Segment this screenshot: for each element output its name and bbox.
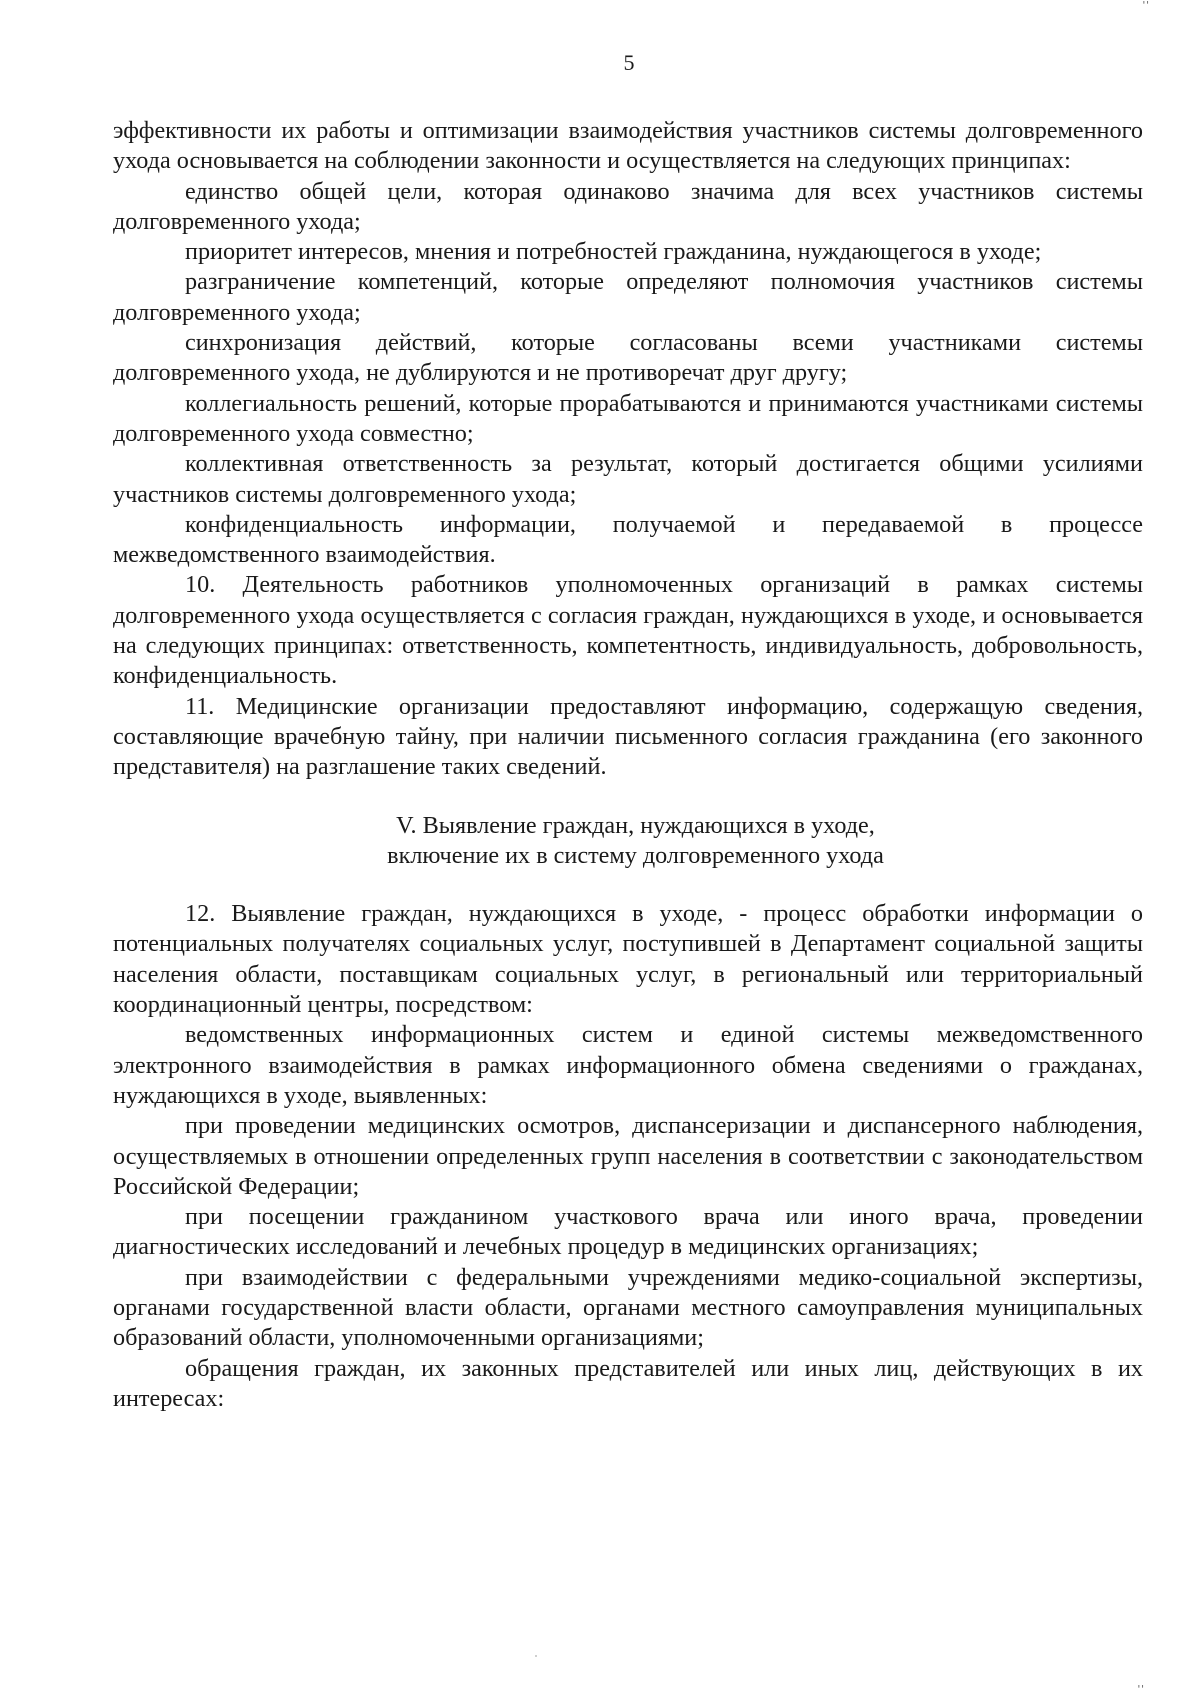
- paragraph-item-11: 11. Медицинские организации предоставляют информацию, содержащую сведения, составляющие врачебную тайну, при наличии письменного согласия гражданина (его законного представителя) на разглашение таких сведений.: [113, 692, 1143, 781]
- scan-corner-mark-bottom: '': [1137, 1684, 1145, 1695]
- paragraph: приоритет интересов, мнения и потребностей гражданина, нуждающегося в уходе;: [185, 238, 1042, 266]
- section-heading-line-1: V. Выявление граждан, нуждающихся в уходе,: [396, 811, 875, 839]
- paragraph: синхронизация действий, которые согласованы всеми участниками системы долговременного ухода, не дублируются и не противоречат друг другу;: [113, 329, 1143, 387]
- paragraph: при проведении медицинских осмотров, диспансеризации и диспансерного наблюдения, осуществляемых в отношении определенных групп населения в соответствии с законодательством Российской Федерации;: [113, 1112, 1143, 1200]
- paragraph-item-10: 10. Деятельность работников уполномоченных организаций в рамках системы долговременного ухода осуществляется с согласия граждан, нуждающихся в уходе, и основывается на следующих принципах: ответственность, компетентность, индивидуальность, добровольность, конфиденциальность.: [113, 571, 1143, 690]
- section-heading-line-2: включение их в систему долговременного ухода: [387, 841, 884, 869]
- paragraph: разграничение компетенций, которые определяют полномочия участников системы долговременного ухода;: [113, 268, 1143, 326]
- document-body: [113, 116, 1143, 1414]
- scan-corner-mark-top: '': [1142, 0, 1150, 11]
- paragraph-item-12: 12. Выявление граждан, нуждающихся в уходе, - процесс обработки информации о потенциальных получателях социальных услуг, поступившей в Департамент социальной защиты населения области, поставщикам социальных услуг, в региональный или территориальный координационный центры, посредством:: [113, 900, 1143, 1019]
- paragraph: конфиденциальность информации, получаемой и передаваемой в процессе межведомственного взаимодействия.: [113, 510, 1143, 569]
- paragraph: коллективная ответственность за результат, который достигается общими усилиями участников системы долговременного ухода;: [113, 450, 1143, 508]
- paragraph-group-top: [113, 116, 1143, 783]
- paragraph: при взаимодействии с федеральными учреждениями медико-социальной экспертизы, органами государственной власти области, органами местного самоуправления муниципальных образований области, уполномоченными организациями;: [113, 1263, 1143, 1352]
- paragraph: при посещении гражданином участкового врача или иного врача, проведении диагностических исследований и лечебных процедур в медицинских организациях;: [113, 1203, 1143, 1261]
- paragraph-group-bottom: [113, 899, 1143, 1414]
- paragraph: коллегиальность решений, которые прорабатываются и принимаются участниками системы долговременного ухода совместно;: [113, 389, 1143, 447]
- section-heading: [113, 811, 1143, 872]
- page-number: 5: [623, 50, 635, 75]
- paragraph: обращения граждан, их законных представителей или иных лиц, действующих в их интересах:: [113, 1354, 1143, 1412]
- paragraph: эффективности их работы и оптимизации взаимодействия участников системы долговременного ухода основывается на соблюдении законности и осуществляется на следующих принципах:: [113, 117, 1143, 175]
- scan-artifact-dot: [535, 1655, 537, 1657]
- paragraph: единство общей цели, которая одинаково значима для всех участников системы долговременного ухода;: [113, 177, 1143, 235]
- paragraph: ведомственных информационных систем и единой системы межведомственного электронного взаимодействия в рамках информационного обмена сведениями о гражданах, нуждающихся в уходе, выявленных:: [113, 1021, 1143, 1109]
